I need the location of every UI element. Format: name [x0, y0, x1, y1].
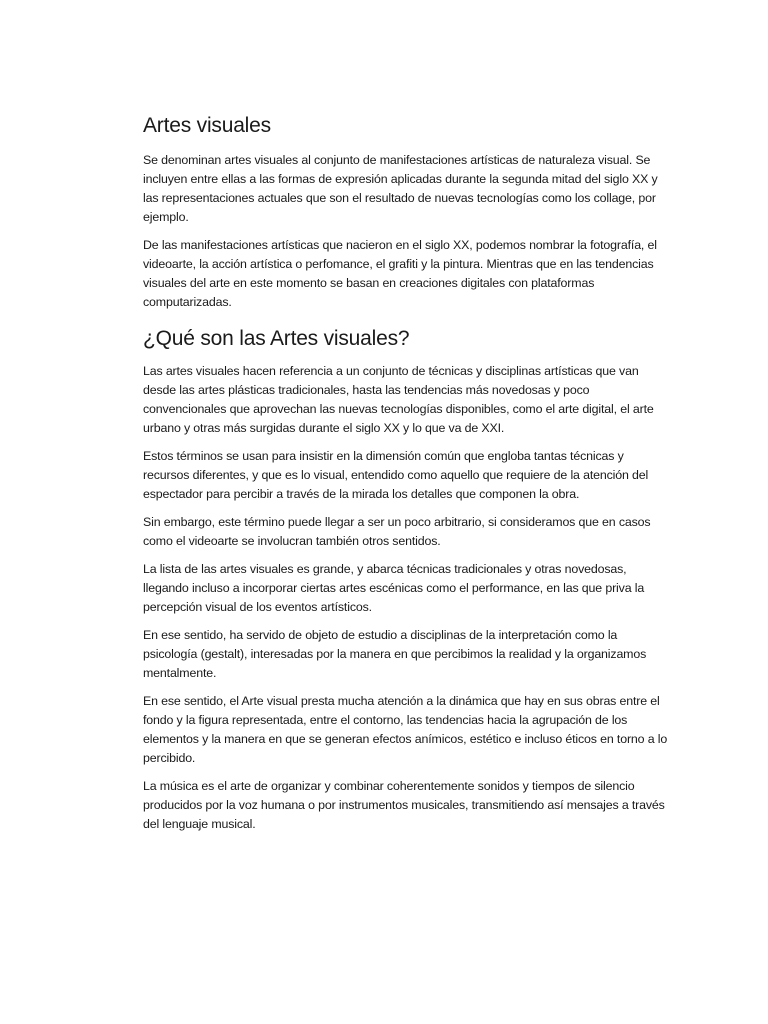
section-artes-visuales [143, 113, 668, 312]
section-que-son-artes-visuales [143, 326, 668, 834]
paragraph: La música es el arte de organizar y combinar coherentemente sonidos y tiempos de silencio producidos por la voz humana o por instrumentos musicales, transmitiendo así mensajes a través del lenguaje musical. [143, 779, 665, 831]
paragraph: Sin embargo, este término puede llegar a ser un poco arbitrario, si consideramos que en casos como el videoarte se involucran también otros sentidos. [143, 515, 651, 548]
paragraph: En ese sentido, ha servido de objeto de estudio a disciplinas de la interpretación como la psicología (gestalt), interesadas por la manera en que percibimos la realidad y la organizamos mentalmente. [143, 628, 647, 680]
paragraph: Se denominan artes visuales al conjunto de manifestaciones artísticas de naturaleza visual. Se incluyen entre ellas a las formas de expresión aplicadas durante la segunda mitad del siglo XX y las representaciones actuales que son el resultado de nuevas tecnologías como los collage, por ejemplo. [143, 153, 658, 224]
paragraph: La lista de las artes visuales es grande, y abarca técnicas tradicionales y otras novedosas, llegando incluso a incorporar ciertas artes escénicas como el performance, en las que priva la percepción visual de los eventos artísticos. [143, 562, 645, 614]
document-body [143, 113, 668, 843]
paragraph: De las manifestaciones artísticas que nacieron en el siglo XX, podemos nombrar la fotografía, el videoarte, la acción artística o perfomance, el grafiti y la pintura. Mientras que en las tendencias visuales del arte en este momento se basan en creaciones digitales con plataformas computarizadas. [143, 238, 657, 309]
paragraph: Las artes visuales hacen referencia a un conjunto de técnicas y disciplinas artísticas que van desde las artes plásticas tradicionales, hasta las tendencias más novedosas y poco convencionales que aprovechan las nuevas tecnologías disponibles, como el arte digital, el arte urbano y otras más surgidas durante el siglo XX y lo que va de XXI. [143, 364, 654, 435]
paragraph: Estos términos se usan para insistir en la dimensión común que engloba tantas técnicas y recursos diferentes, y que es lo visual, entendido como aquello que requiere de la atención del espectador para percibir a través de la mirada los detalles que componen la obra. [143, 449, 649, 501]
heading-que-son-artes-visuales: ¿Qué son las Artes visuales? [143, 327, 410, 350]
paragraph: En ese sentido, el Arte visual presta mucha atención a la dinámica que hay en sus obras entre el fondo y la figura representada, entre el contorno, las tendencias hacia la agrupación de los elementos y la manera en que se generan efectos anímicos, estético e incluso éticos en torno a lo percibido. [143, 694, 668, 765]
heading-artes-visuales: Artes visuales [143, 114, 271, 137]
